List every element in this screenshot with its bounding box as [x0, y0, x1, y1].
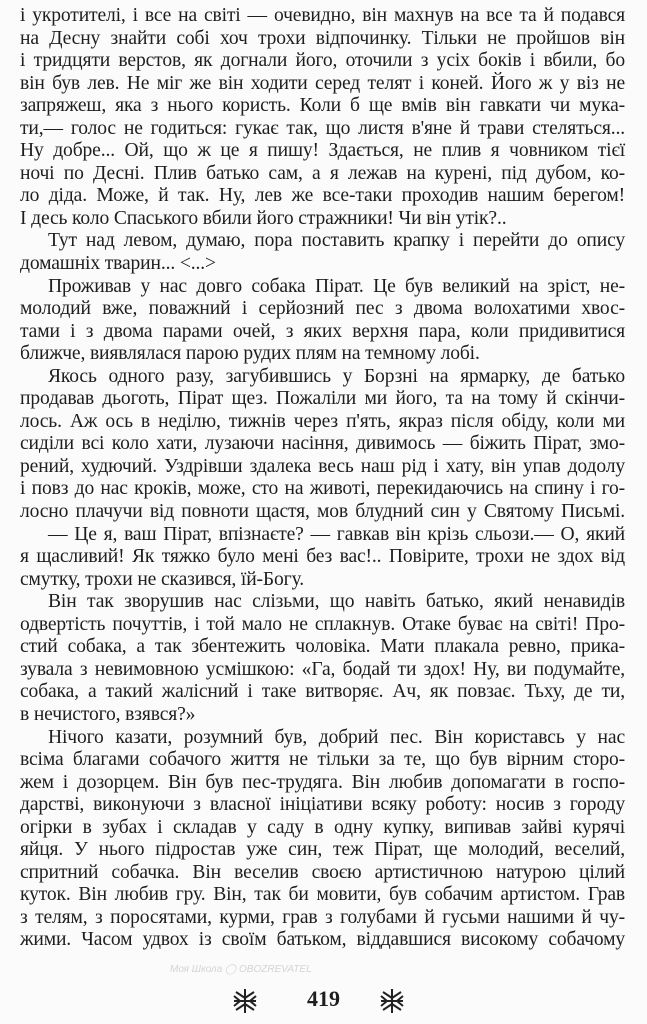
text-line: І десь коло Спаського вбили його стражники! Чи він утік?.. — [20, 207, 507, 229]
text-line: жими. Часом удвох із своїм батьком, віддавшися високому собачому — [20, 929, 625, 951]
text-line: лось. Аж ось в неділю, тижнів через п'ять, якраз після обіду, коли ми — [20, 410, 625, 432]
page-body-text — [20, 5, 625, 952]
text-line: продавав дьоготь, Пірат щез. Пожаліли ми його, та на тому й скінчи- — [20, 388, 625, 410]
text-line: він був лев. Не міг же він ходити серед телят і коней. Його ж у віз не — [20, 72, 625, 94]
text-line: всіма благами собачого життя не тільки за те, що був вірним сторо- — [20, 749, 625, 771]
text-line: дарстві, виконуючи з власної ініціативи всяку роботу: носив з городу — [20, 794, 625, 816]
text-line: Тут над левом, думаю, пора поставить крапку і перейти до опису — [48, 230, 625, 252]
text-line: лосно плачучи від повноти щастя, мов блудний син у Святому Письмі. — [20, 501, 625, 523]
text-line: ближче, виявлялася парою рудих плям на темному лобі. — [20, 343, 480, 365]
text-line: куток. Він любив гру. Він, так би мовити, був собачим артистом. Грав — [20, 884, 625, 906]
text-line: Ну добре... Ой, що ж це я пишу! Здається, не плив я човником тієї — [20, 140, 625, 162]
text-line: в нечистого, взявся?» — [20, 703, 196, 725]
text-line: зувала з невимовною усмішкою: «Га, бодай ти здох! Ну, ви подумайте, — [20, 658, 625, 680]
text-line: тами і з двома парами очей, з яких верхня пара, коли придивитися — [20, 320, 625, 342]
watermark-text: OBOZREVATEL — [239, 964, 312, 975]
text-line: огірки в зубах і складав у саду в одну купку, випивав зайві курячі — [20, 816, 625, 838]
text-line: Нічого казати, розумний був, добрий пес. Він користавсь у нас — [48, 726, 625, 748]
text-line: Він так зворушив нас слізьми, що навіть батько, який ненавидів — [48, 591, 625, 613]
text-line: — Це я, ваш Пірат, впізнаєте? — гавкав він крізь сльози.— О, який — [48, 523, 625, 545]
text-line: на Десну знайти собі хоч трохи відпочинку. Тільки не пройшов він — [20, 27, 625, 49]
watermark: Моя Школа ◯ OBOZREVATEL — [170, 964, 312, 975]
text-line: і укротителі, і все на світі — очевидно, він махнув на все та й подався — [20, 5, 625, 26]
page-number: 419 — [307, 986, 340, 1011]
watermark-text: Моя Школа — [170, 964, 223, 975]
text-line: собака, а такий жалісний і таке витворяє. Ач, як повзає. Тьху, де ти, — [20, 681, 625, 703]
ornament-right-icon — [379, 988, 405, 1014]
text-line: запряжеш, яка з нього користь. Коли б ще вмів він гавкати чи мука- — [20, 95, 625, 117]
text-line: молодий вже, поважний і серйозний пес з двома волохатими хвос- — [20, 298, 625, 320]
text-line: домашніх тварин... <...> — [20, 253, 216, 275]
ornament-left-icon — [232, 988, 258, 1014]
text-line: з телям, з поросятами, курми, грав з голубами й гусьми нашими й чу- — [20, 906, 625, 928]
text-line: сиділи всі коло хати, лузаючи насіння, дивимось — біжить Пірат, змо- — [20, 433, 625, 455]
text-line: ночі по Десні. Плив батько сам, а я лежав на курені, під дубом, ко- — [20, 162, 625, 184]
text-line: смутку, трохи не сказився, їй-Богу. — [20, 568, 305, 590]
text-line: яйця. У нього підростав уже син, теж Пірат, ще молодий, веселий, — [20, 839, 625, 861]
text-line: одвертість почуттів, і той мало не сплакнув. Отаке буває на світі! Про- — [20, 613, 625, 635]
text-line: ти,— голос не годиться: гукає так, що листя в'яне й трави стеляться... — [20, 117, 625, 139]
text-line: стий собака, а так збентежить чоловіка. Мати плакала ревно, прика- — [20, 636, 625, 658]
text-line: і тридцяти верстов, як догнали його, оточили з усіх боків і вбили, бо — [20, 50, 625, 72]
page-footer — [0, 986, 647, 1016]
text-line: Проживав у нас довго собака Пірат. Це був великий на зріст, не- — [48, 275, 625, 297]
text-line: жем і дозорцем. Він був пес-трудяга. Він любив допомагати в госпо- — [20, 771, 625, 793]
text-line: ло діда. Може, й так. Ну, лев же все-таки проходив нашим берегом! — [20, 185, 625, 207]
text-line: я щасливий! Як тяжко було мені без вас!.. Повірите, трохи не здох від — [20, 546, 625, 568]
text-line: рений, худючий. Уздрівши здалека весь наш рід і хату, він упав додолу — [20, 455, 625, 477]
text-line: і повз до нас кроків, може, сто на животі, перекидаючись на спину і го- — [20, 478, 625, 500]
text-line: Якось одного разу, загубившись у Борзні на ярмарку, де батько — [48, 365, 625, 387]
text-line: спритний собачка. Він веселив своєю артистичною натурою цілий — [20, 861, 625, 883]
